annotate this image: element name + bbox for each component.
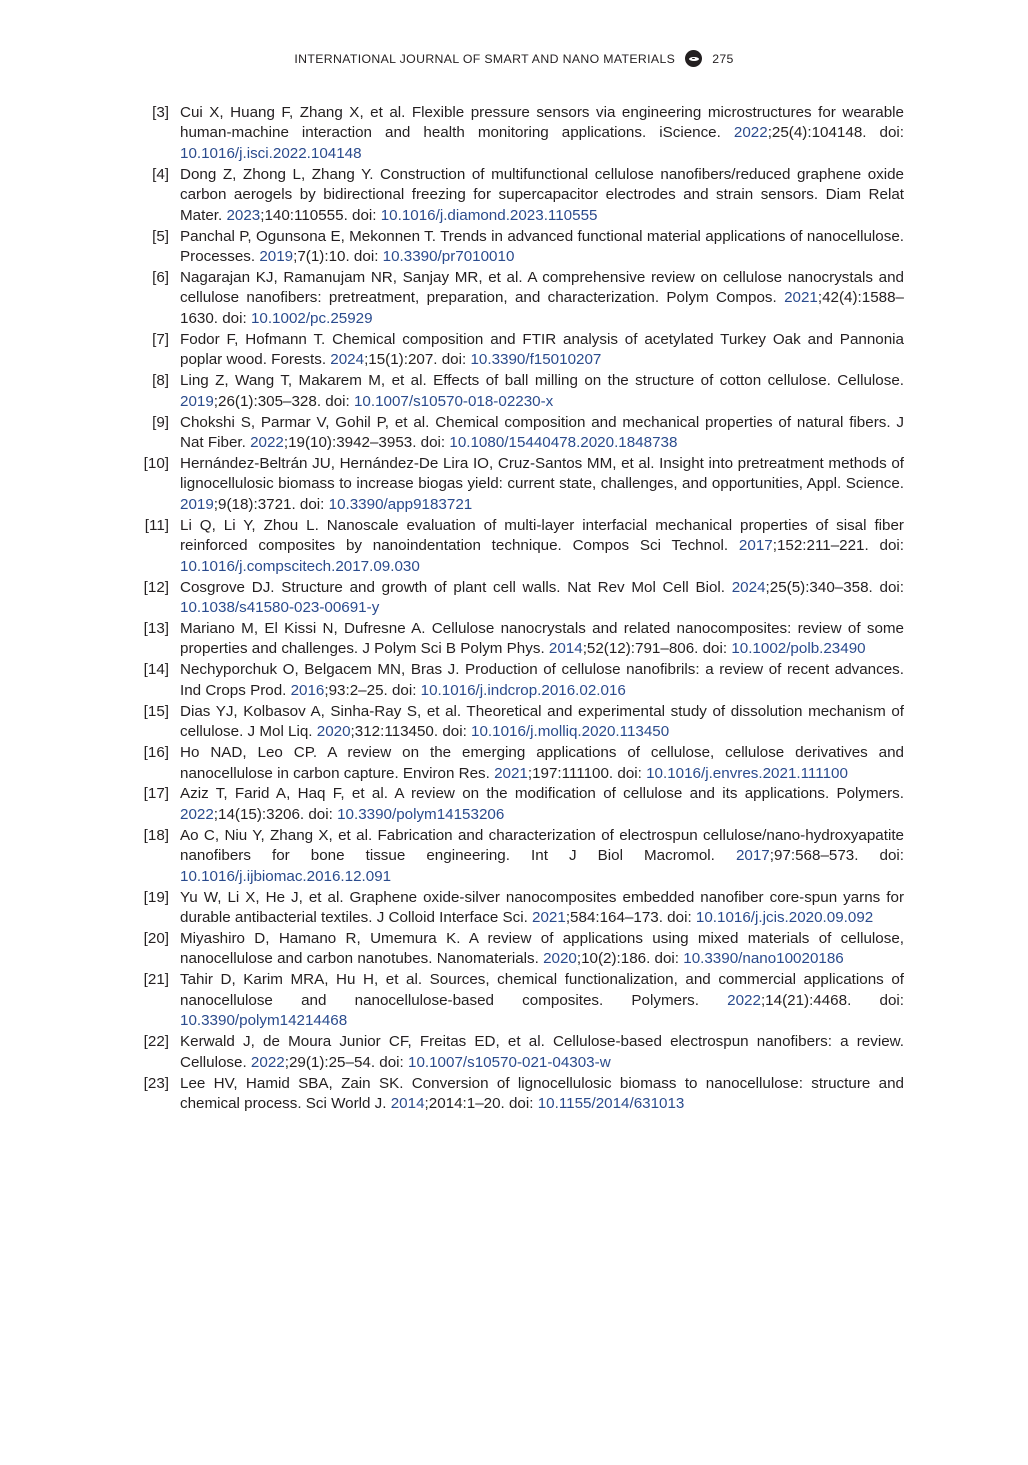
reference-link[interactable]: 2021 [494,764,528,782]
reference-text [180,227,904,268]
reference-link[interactable]: 2024 [330,351,365,369]
reference-link[interactable]: 2022 [180,805,214,823]
reference-number: [17] [143,785,169,803]
reference-segment: ;584:164–173. doi: [565,909,696,927]
reference-link[interactable]: 2016 [290,681,325,699]
reference-segment: Panchal P, Ogunsona E, Mekonnen T. Trends in advanced functional material applications of nanocellulose. Processes. [180,227,904,266]
reference-segment: Aziz T, Farid A, Haq F, et al. A review on the modification of cellulose and its applications. Polymers. [180,785,904,803]
reference-link[interactable]: 10.1002/pc.25929 [250,309,373,327]
reference-item [136,702,904,743]
reference-link[interactable]: 2024 [731,578,766,596]
reference-number: [16] [143,744,169,762]
reference-text [180,371,904,412]
reference-text [180,970,904,1031]
reference-link[interactable]: 2022 [733,124,768,142]
reference-link[interactable]: 2019 [180,392,214,410]
reference-segment: Ling Z, Wang T, Makarem M, et al. Effects of ball milling on the structure of cotton cellulose. Cellulose. [180,372,904,390]
journal-title: INTERNATIONAL JOURNAL OF SMART AND NANO MATERIALS [294,51,676,66]
reference-number: [18] [143,826,169,844]
reference-segment: ;14(21):4468. doi: [760,991,904,1009]
reference-item [136,660,904,701]
reference-segment: ;2014:1–20. doi: [424,1095,538,1112]
reference-link[interactable]: 2021 [532,909,566,927]
reference-number: [9] [152,413,169,431]
reference-text [180,516,904,577]
reference-list [136,103,904,1115]
reference-segment: ;197:111100. doi: [527,764,647,782]
reference-item [136,578,904,619]
reference-item [136,619,904,660]
reference-item [136,743,904,784]
reference-link[interactable]: 2020 [543,950,577,968]
reference-item [136,1074,904,1115]
reference-number: [19] [143,888,169,906]
reference-link[interactable]: 10.1007/s10570-018-02230-x [353,392,554,410]
reference-link[interactable]: 2023 [226,206,261,224]
reference-link[interactable]: 2014 [548,640,583,658]
reference-number: [7] [152,330,169,348]
reference-text [180,784,904,825]
reference-item [136,268,904,329]
reference-segment: Ao C, Niu Y, Zhang X, et al. Fabrication and characterization of electrospun cellulose/nano-hydroxyapatite nanofibers for bone tissue engineering. Int J Biol Macromol. [180,826,904,865]
reference-number: [12] [143,578,169,596]
reference-number: [15] [143,702,169,720]
reference-number: [21] [143,971,169,989]
reference-item [136,888,904,929]
reference-link[interactable]: 10.3390/polym14214468 [180,1012,348,1030]
reference-segment: ;9(18):3721. doi: [213,495,329,513]
reference-segment: Ho NAD, Leo CP. A review on the emerging applications of cellulose, cellulose derivatives and nanocellulose in carbon capture. Environ Res. [180,744,904,782]
reference-link[interactable]: 10.3390/app9183721 [328,495,473,513]
reference-segment: Yu W, Li X, He J, et al. Graphene oxide-silver nanocomposites embedded nanofiber core-spun yarns for durable antibacterial textiles. J Colloid Interface Sci. [180,888,904,927]
reference-segment: ;25(5):340–358. doi: [765,578,904,596]
reference-segment: Tahir D, Karim MRA, Hu H, et al. Sources, chemical functionalization, and commercial applications of nanocellulose and nanocellulose-based composites. Polymers. [180,971,904,1009]
reference-link[interactable]: 10.1016/j.molliq.2020.113450 [471,723,670,741]
reference-segment: Chokshi S, Parmar V, Gohil P, et al. Chemical composition and mechanical properties of natural fibers. J Nat Fiber. [180,413,904,451]
reference-item [136,1032,904,1073]
page-number: 275 [712,51,734,66]
reference-link[interactable]: 10.1080/15440478.2020.1848738 [449,434,678,451]
reference-text [180,929,904,970]
running-head [0,50,1028,67]
reference-text [180,1074,904,1115]
reference-link[interactable]: 2020 [316,723,351,741]
reference-link[interactable]: 2017 [735,847,770,865]
reference-link[interactable]: 10.3390/polym14153206 [337,805,505,823]
reference-link[interactable]: 10.3390/f15010207 [470,351,602,369]
reference-item [136,454,904,515]
reference-text [180,743,904,784]
reference-segment: Dias YJ, Kolbasov A, Sinha-Ray S, et al. Theoretical and experimental study of dissolution mechanism of cellulose. J Mol Liq. [180,702,904,741]
reference-number: [5] [152,227,169,245]
reference-item [136,516,904,577]
reference-link[interactable]: 10.1016/j.envres.2021.111100 [646,764,848,782]
reference-text [180,330,904,371]
reference-link[interactable]: 2022 [250,434,284,451]
reference-segment: Kerwald J, de Moura Junior CF, Freitas ED, et al. Cellulose-based electrospun nanofibers: a review. Cellulose. [180,1033,904,1071]
reference-link[interactable]: 2017 [738,537,773,555]
reference-link[interactable]: 10.1007/s10570-021-04303-w [408,1053,611,1071]
reference-link[interactable]: 10.1016/j.indcrop.2016.02.016 [420,681,626,699]
reference-number: [13] [143,619,169,637]
reference-link[interactable]: 2019 [180,495,214,513]
reference-link[interactable]: 2014 [390,1095,425,1112]
reference-number: [10] [143,454,169,472]
reference-item [136,330,904,371]
reference-segment: Miyashiro D, Hamano R, Umemura K. A review of applications using mixed materials of cellulose, nanocellulose and carbon nanotubes. Nanomaterials. [180,930,904,968]
reference-item [136,784,904,825]
reference-segment: Cui X, Huang F, Zhang X, et al. Flexible pressure sensors via engineering microstructures for wearable human-machine interaction and health monitoring applications. iScience. [180,104,904,142]
reference-text [180,268,904,329]
reference-segment: Fodor F, Hofmann T. Chemical composition and FTIR analysis of acetylated Turkey Oak and Pannonia poplar wood. Forests. [180,330,904,369]
reference-segment: Dong Z, Zhong L, Zhang Y. Construction of multifunctional cellulose nanofibers/reduced graphene oxide carbon aerogels by bidirectional freezing for supercapacitor electrodes and strain sensors. Diam Relat Mater. [180,165,904,224]
reference-segment: Mariano M, El Kissi N, Dufresne A. Cellulose nanocrystals and related nanocomposites: review of some properties and challenges. J Polym Sci B Polym Phys. [180,619,904,658]
reference-text [180,702,904,743]
reference-segment: ;140:110555. doi: [260,206,381,224]
reference-link[interactable]: 10.1016/j.diamond.2023.110555 [380,206,598,224]
reference-item [136,970,904,1031]
reference-item [136,103,904,164]
reference-segment: Lee HV, Hamid SBA, Zain SK. Conversion of lignocellulosic biomass to nanocellulose: structure and chemical process. Sci World J. [180,1074,904,1112]
reference-link[interactable]: 2021 [784,289,818,307]
reference-number: [8] [152,372,169,390]
reference-number: [14] [143,661,169,679]
reference-number: [23] [143,1074,169,1092]
reference-text [180,454,904,515]
reference-link[interactable]: 2022 [250,1053,285,1071]
reference-item [136,826,904,887]
reference-text [180,1032,904,1073]
reference-link[interactable]: 10.1016/j.compscitech.2017.09.030 [180,557,420,575]
reference-item [136,227,904,268]
reference-segment: ;29(1):25–54. doi: [284,1053,408,1071]
reference-segment: ;42(4):1588–1630. doi: [180,289,904,327]
reference-link[interactable]: 10.1002/polb.23490 [731,640,866,658]
reference-link[interactable]: 10.1016/j.jcis.2020.09.092 [695,909,874,927]
open-access-icon [685,50,702,67]
reference-number: [11] [144,516,169,534]
reference-link[interactable]: 10.3390/pr7010010 [382,248,515,266]
reference-item [136,165,904,226]
reference-text [180,413,904,454]
reference-item [136,371,904,412]
reference-link[interactable]: 10.1016/j.isci.2022.104148 [180,144,362,162]
reference-link[interactable]: 10.1016/j.ijbiomac.2016.12.091 [180,867,392,885]
reference-text [180,826,904,887]
reference-segment: Nagarajan KJ, Ramanujam NR, Sanjay MR, et al. A comprehensive review on cellulose nanocrystals and cellulose nanofibers: pretreatment, preparation, and characterization. Polym Compos. [180,269,904,307]
reference-item [136,413,904,454]
reference-link[interactable]: 10.3390/nano10020186 [683,950,844,968]
reference-segment: ;7(1):10. doi: [293,248,383,266]
reference-text [180,660,904,701]
reference-segment: ;10(2):186. doi: [576,950,684,968]
reference-segment: Cosgrove DJ. Structure and growth of plant cell walls. Nat Rev Mol Cell Biol. [180,578,732,596]
reference-item [136,929,904,970]
reference-segment: ;52(12):791–806. doi: [582,640,732,658]
reference-link[interactable]: 10.1155/2014/631013 [537,1095,685,1112]
reference-segment: ;19(10):3942–3953. doi: [283,434,450,451]
reference-segment: Li Q, Li Y, Zhou L. Nanoscale evaluation of multi-layer interfacial mechanical properties of sisal fiber reinforced composites by nanoindentation technique. Compos Sci Technol. [180,516,904,555]
reference-segment: ;25(4):104148. doi: [767,124,904,142]
reference-text [180,619,904,660]
reference-link[interactable]: 2022 [727,991,761,1009]
reference-segment: ;97:568–573. doi: [769,847,904,865]
reference-segment: ;152:211–221. doi: [772,537,905,555]
reference-link[interactable]: 2019 [259,248,294,266]
reference-number: [4] [152,165,169,183]
reference-segment: ;26(1):305–328. doi: [213,392,354,410]
reference-number: [6] [152,269,169,286]
reference-number: [22] [143,1033,169,1051]
reference-text [180,888,904,929]
reference-segment: ;93:2–25. doi: [324,681,421,699]
reference-segment: ;312:113450. doi: [350,723,472,741]
reference-number: [20] [143,930,169,947]
reference-text [180,165,904,226]
reference-link[interactable]: 10.1038/s41580-023-00691-y [180,599,380,616]
reference-segment: ;14(15):3206. doi: [213,805,338,823]
reference-segment: Nechyporchuk O, Belgacem MN, Bras J. Production of cellulose nanofibrils: a review of recent advances. Ind Crops Prod. [180,661,904,699]
reference-text [180,103,904,164]
reference-number: [3] [152,104,169,121]
reference-text [180,578,904,619]
reference-segment: ;15(1):207. doi: [364,351,471,369]
reference-segment: Hernández-Beltrán JU, Hernández-De Lira IO, Cruz-Santos MM, et al. Insight into pretreatment methods of lignocellulosic biomass to increase biogas yield: current state, challenges, and opportunities, Appl. Science. [180,454,904,493]
